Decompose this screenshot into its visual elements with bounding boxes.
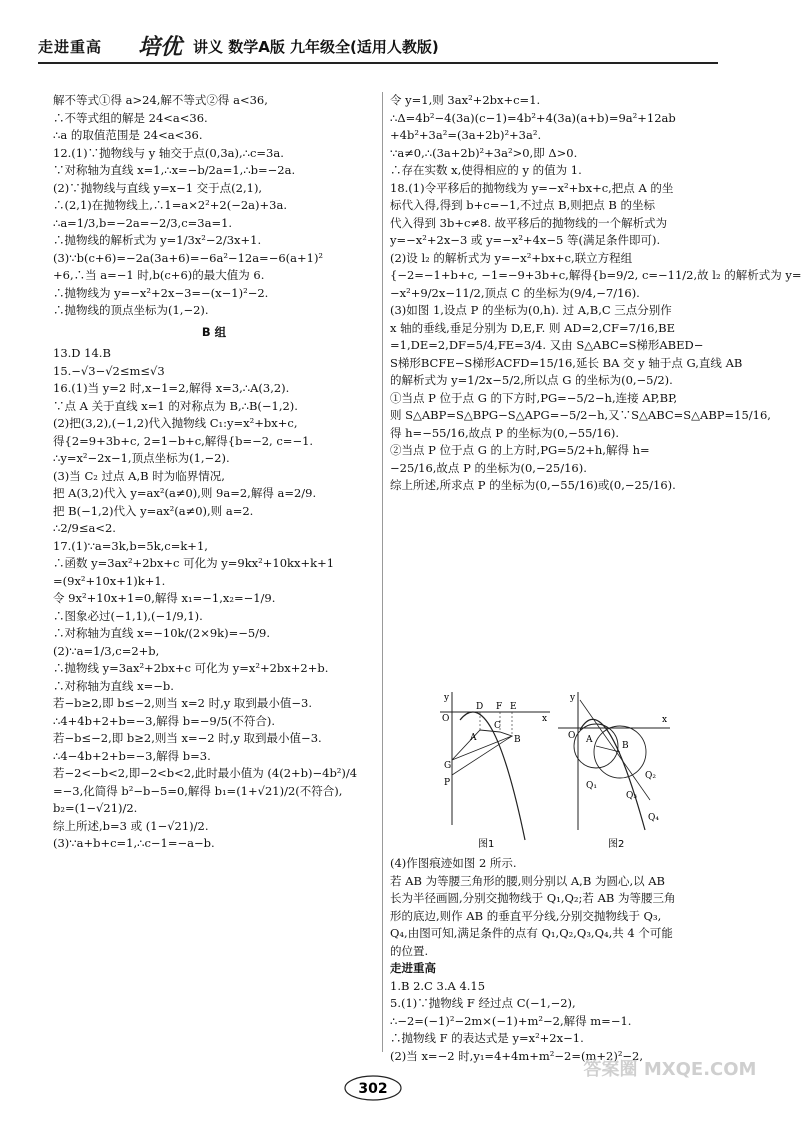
watermark-graphic — [583, 1031, 757, 1111]
text-line: (3)如图 1,设点 P 的坐标为(0,h). 过 A,B,C 三点分别作 — [390, 303, 672, 317]
text-line: 标代入得,得到 b+c=−1,不过点 B,则把点 B 的坐标 — [390, 198, 656, 212]
fig2-label-o: O — [568, 731, 576, 741]
text-line: {−2=−1+b+c, −1=−9+3b+c,解得{b=9/2, c=−11/2,故 l₂ 的解析式为 y= — [390, 268, 802, 282]
text-line: 走进重高 — [390, 961, 436, 975]
text-line: ∴不等式组的解是 24<a<36. — [53, 110, 208, 125]
text-line: Q₄,由图可知,满足条件的点有 Q₁,Q₂,Q₃,Q₄,共 4 个可能 — [390, 926, 673, 940]
header-rule — [38, 62, 718, 64]
header-subtitle: 讲义 数学A版 九年级全(适用人教版) — [193, 38, 439, 56]
text-line: y=−x²+2x−3 或 y=−x²+4x−5 等(满足条件即可). — [390, 233, 661, 247]
text-line: +6,∴当 a=−1 时,b(c+6)的最大值为 6. — [53, 268, 265, 282]
watermark — [583, 1031, 757, 1111]
text-line: ∴抛物线的解析式为 y=1/3x²−2/3x+1. — [53, 233, 262, 247]
text-line: 13.D 14.B — [53, 346, 111, 360]
fig1-label-p: P — [444, 778, 451, 788]
text-line: 把 A(3,2)代入 y=ax²(a≠0),则 9a=2,解得 a=2/9. — [53, 486, 317, 500]
text-line: 综上所述,所求点 P 的坐标为(0,−55/16)或(0,−25/16). — [390, 478, 676, 492]
fig2-label-b: B — [622, 741, 629, 751]
fig1-label-x: x — [542, 714, 548, 724]
text-line: =−3,化简得 b²−b−5=0,解得 b₁=(1+√21)/2(不符合), — [53, 783, 343, 798]
fig2-label-q2: Q₂ — [645, 771, 656, 781]
header-brand: 走进重高 — [38, 38, 103, 56]
fig1-label-o: O — [442, 714, 450, 724]
text-line: (3)∵a+b+c=1,∴c−1=−a−b. — [53, 836, 215, 850]
watermark-text: 答案圈 MXQE.COM — [583, 1059, 757, 1080]
text-line: ∴图象必过(−1,1),(−1/9,1). — [53, 608, 203, 623]
figure-2 — [558, 692, 670, 850]
text-line: ∴a 的取值范围是 24<a<36. — [53, 128, 203, 142]
text-line: +4b²+3a²=(3a+2b)²+3a². — [390, 128, 542, 142]
fig2-label-q1: Q₁ — [586, 781, 597, 791]
text-line: ∵点 A 关于直线 x=1 的对称点为 B,∴B(−1,2). — [53, 398, 298, 413]
text-line: ∴2/9≤a<2. — [53, 521, 116, 535]
left-column — [53, 92, 375, 853]
text-line: (2)设 l₂ 的解析式为 y=−x²+bx+c,联立方程组 — [390, 250, 633, 265]
text-line: (2)把(3,2),(−1,2)代入抛物线 C₁:y=x²+bx+c, — [53, 416, 298, 430]
fig1-label-b: B — [514, 735, 521, 745]
text-line: 令 y=1,则 3ax²+2bx+c=1. — [390, 93, 541, 107]
text-line: ∴4+4b+2+b=−3,解得 b=−9/5(不符合). — [53, 713, 276, 728]
text-line: ∵对称轴为直线 x=1,∴x=−b/2a=1,∴b=−2a. — [53, 163, 296, 177]
text-line: 则 S△ABP=S△BPG−S△APG=−5/2−h,又∵S△ABC=S△ABP=15/16, — [390, 408, 771, 422]
page-number: 302 — [358, 1081, 388, 1097]
text-line: ∴y=x²−2x−1,顶点坐标为(1,−2). — [53, 451, 230, 465]
text-line: 17.(1)∵a=3k,b=5k,c=k+1, — [53, 538, 208, 553]
text-line: 12.(1)∵抛物线与 y 轴交于点(0,3a),∴c=3a. — [53, 145, 284, 160]
text-line: (4)作图痕迹如图 2 所示. — [390, 856, 517, 870]
text-line: 5.(1)∵抛物线 F 经过点 C(−1,−2), — [390, 996, 576, 1010]
text-line: (2)∵a=1/3,c=2+b, — [53, 643, 160, 658]
text-line: 长为半径画圆,分别交抛物线于 Q₁,Q₂;若 AB 为等腰三角 — [390, 891, 676, 905]
page-number-ornament — [342, 1073, 404, 1103]
text-line: b₂=(1−√21)/2. — [53, 801, 138, 815]
text-line: 若−2<−b<2,即−2<b<2,此时最小值为 (4(2+b)−4b²)/4 — [53, 766, 358, 780]
header-logo: 培优 — [138, 34, 183, 60]
page-header — [38, 30, 718, 68]
text-line: 若 AB 为等腰三角形的腰,则分别以 A,B 为圆心,以 AB — [390, 873, 666, 888]
text-line: 把 B(−1,2)代入 y=ax²(a≠0),则 a=2. — [53, 503, 254, 518]
fig2-label-q3: Q₃ — [626, 791, 637, 801]
text-line: ∴4−4b+2+b=−3,解得 b=3. — [53, 748, 211, 763]
text-line: 得 h=−55/16,故点 P 的坐标为(0,−55/16). — [390, 425, 620, 440]
text-line: ∴抛物线为 y=−x²+2x−3=−(x−1)²−2. — [53, 285, 269, 300]
text-line: ∵a≠0,∴(3a+2b)²+3a²>0,即 Δ>0. — [390, 145, 578, 160]
text-line: ∴Δ=4b²−4(3a)(c−1)=4b²+4(3a)(a+b)=9a²+12ab — [390, 110, 676, 125]
text-line: ②当点 P 位于点 G 的上方时,PG=5/2+h,解得 h= — [390, 443, 650, 457]
fig1-label-c: C — [494, 721, 501, 731]
figures-svg — [430, 690, 680, 850]
text-line: (3)∵b(c+6)=−2a(3a+6)=−6a²−12a=−6(a+1)² — [53, 250, 324, 265]
text-line: 的位置. — [390, 943, 429, 958]
fig1-label-a: A — [470, 733, 477, 743]
fig2-label-y: y — [570, 693, 576, 703]
text-line: ∴(2,1)在抛物线上,∴1=a×2²+2(−2a)+3a. — [53, 198, 287, 212]
text-line: ∴对称轴为直线 x=−10k/(2×9k)=−5/9. — [53, 626, 271, 640]
fig1-label-y: y — [444, 693, 450, 703]
text-line: ∴存在实数 x,使得相应的 y 的值为 1. — [390, 163, 582, 177]
text-line: ∴抛物线 y=3ax²+2bx+c 可化为 y=x²+2bx+2+b. — [53, 661, 329, 675]
text-line: 的解析式为 y=1/2x−5/2,所以点 G 的坐标为(0,−5/2). — [390, 373, 673, 387]
text-line: (2)∵抛物线与直线 y=x−1 交于点(2,1), — [53, 180, 263, 195]
fig2-label-q4: Q₄ — [648, 813, 659, 823]
text-line: 解不等式①得 a>24,解不等式②得 a<36, — [53, 93, 268, 107]
fig1-label-f: F — [496, 702, 503, 712]
fig1-label-d: D — [476, 702, 484, 712]
text-line: −x²+9/2x−11/2,顶点 C 的坐标为(9/4,−7/16). — [390, 285, 640, 300]
fig1-label-g: G — [444, 761, 452, 771]
text-line: ∴抛物线的顶点坐标为(1,−2). — [53, 303, 209, 317]
figures — [430, 690, 680, 850]
text-line: 形的底边,则作 AB 的垂直平分线,分别交抛物线于 Q₃, — [390, 908, 662, 923]
figure-1 — [440, 692, 550, 850]
text-line: 18.(1)令平移后的抛物线为 y=−x²+bx+c,把点 A 的坐 — [390, 180, 674, 195]
text-line: ∴对称轴为直线 x=−b. — [53, 678, 174, 693]
fig2-label-x: x — [662, 715, 668, 725]
text-line: ∴抛物线 F 的表达式是 y=x²+2x−1. — [390, 1031, 584, 1045]
right-column — [390, 92, 802, 495]
text-line: (3)当 C₂ 过点 A,B 时为临界情况, — [53, 468, 225, 483]
text-line: −25/16,故点 P 的坐标为(0,−25/16). — [390, 460, 587, 475]
fig2-caption: 图2 — [608, 839, 625, 850]
text-line: 15.−√3−√2≤m≤√3 — [53, 363, 165, 378]
text-line: x 轴的垂线,垂足分别为 D,E,F. 则 AD=2,CF=7/16,BE — [390, 320, 675, 335]
text-line: 代入得到 3b+c≠8. 故平移后的抛物线的一个解析式为 — [390, 215, 668, 230]
fig1-caption: 图1 — [478, 839, 495, 850]
text-line: =(9x²+10x+1)k+1. — [53, 573, 166, 588]
text-line: ∴函数 y=3ax²+2bx+c 可化为 y=9kx²+10kx+k+1 — [53, 556, 335, 570]
text-line: ∴a=1/3,b=−2a=−2/3,c=3a=1. — [53, 215, 233, 230]
fig2-label-a: A — [586, 735, 593, 745]
text-line: 令 9x²+10x+1=0,解得 x₁=−1,x₂=−1/9. — [53, 591, 276, 605]
text-line: S梯形BCFE−S梯形ACFD=15/16,延长 BA 交 y 轴于点 G,直线 AB — [390, 355, 743, 370]
text-line: B 组 — [201, 324, 227, 339]
text-line: 16.(1)当 y=2 时,x−1=2,解得 x=3,∴A(3,2). — [53, 381, 290, 395]
text-line: 得{2=9+3b+c, 2=1−b+c,解得{b=−2, c=−1. — [53, 433, 314, 448]
text-line: ∴−2=(−1)²−2m×(−1)+m²−2,解得 m=−1. — [390, 1013, 632, 1028]
page-number-badge — [342, 1073, 404, 1103]
text-line: 1.B 2.C 3.A 4.15 — [390, 978, 486, 993]
text-line: ①当点 P 位于点 G 的下方时,PG=−5/2−h,连接 AP,BP, — [390, 390, 678, 405]
column-divider — [382, 92, 383, 1052]
text-line: (2)当 x=−2 时,y₁=4+4m+m²−2=(m+2)²−2, — [390, 1048, 644, 1063]
fig1-label-e: E — [510, 702, 517, 712]
text-line: 若−b≥2,即 b≤−2,则当 x=2 时,y 取到最小值−3. — [53, 696, 313, 710]
text-line: 若−b≤−2,即 b≥2,则当 x=−2 时,y 取到最小值−3. — [53, 731, 322, 745]
text-line: 综上所述,b=3 或 (1−√21)/2. — [53, 818, 209, 833]
text-line: =1,DE=2,DF=5/4,FE=3/4. 又由 S△ABC=S梯形ABED− — [390, 338, 704, 352]
